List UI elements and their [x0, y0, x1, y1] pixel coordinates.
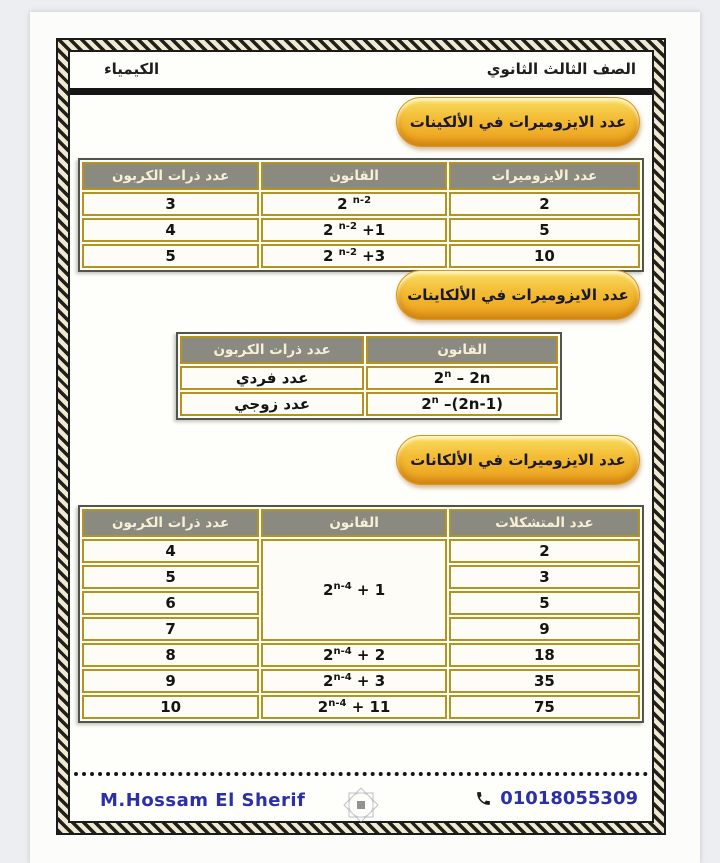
carbons-cell: 9: [82, 669, 259, 693]
law-cell: 2$^{n-4}$ + 2: [261, 643, 447, 667]
stamp-ornament-icon: [340, 784, 382, 830]
table-row: [82, 695, 640, 719]
law-cell: 2 $^{n-2}$: [261, 192, 447, 216]
banner-alkynes-label: عدد الايزوميرات في الألكاينات: [407, 286, 629, 304]
law-cell: 2 $^{n-2}$ +1: [261, 218, 447, 242]
page-content-area: [68, 50, 654, 823]
col-carbons: عدد ذرات الكربون: [180, 336, 364, 364]
table-row: [82, 539, 640, 563]
carbons-cell: 6: [82, 591, 259, 615]
alkenes-header-row: [82, 162, 640, 190]
isomers-cell: 10: [449, 244, 640, 268]
col-carbons: عدد ذرات الكربون: [82, 162, 259, 190]
subject-title: الكيمياء: [104, 60, 160, 78]
carbons-cell: 4: [82, 539, 259, 563]
col-law: القانون: [366, 336, 558, 364]
isomers-cell: 75: [449, 695, 640, 719]
alkanes-table: [78, 505, 644, 723]
table-row: [180, 366, 558, 390]
col-law: القانون: [261, 509, 447, 537]
isomers-cell: 2: [449, 192, 640, 216]
law-cell: 2$^{n-4}$ + 3: [261, 669, 447, 693]
law-cell: 2 $^{n-2}$ +3: [261, 244, 447, 268]
col-isomers: عدد المتشكلات: [449, 509, 640, 537]
carbons-cell: عدد فردي: [180, 366, 364, 390]
alkynes-table: [176, 332, 562, 420]
decorative-frame: [56, 38, 666, 835]
banner-alkenes: [396, 97, 640, 147]
law-cell: 2$^n$ –(2n-1): [366, 392, 558, 416]
isomers-cell: 5: [449, 591, 640, 615]
document-sheet: [30, 12, 700, 863]
table-row: [82, 192, 640, 216]
law-cell: 2$^n$ – 2n: [366, 366, 558, 390]
carbons-cell: عدد زوجي: [180, 392, 364, 416]
table-row: [180, 392, 558, 416]
table-row: [82, 669, 640, 693]
carbons-cell: 3: [82, 192, 259, 216]
isomers-cell: 2: [449, 539, 640, 563]
isomers-cell: 9: [449, 617, 640, 641]
footer: [70, 784, 652, 822]
carbons-cell: 4: [82, 218, 259, 242]
carbons-cell: 10: [82, 695, 259, 719]
banner-alkenes-label: عدد الايزوميرات في الألكينات: [409, 113, 627, 131]
carbons-cell: 7: [82, 617, 259, 641]
table-row: [82, 218, 640, 242]
law-cell-merged: 2$^{n-4}$ + 1: [261, 539, 447, 641]
alkenes-table: [78, 158, 644, 272]
isomers-cell: 5: [449, 218, 640, 242]
phone-contact: [475, 788, 638, 809]
phone-number: 01018055309: [500, 788, 638, 809]
author-name: M.Hossam El Sherif: [100, 790, 306, 811]
grade-title: الصف الثالث الثانوي: [486, 60, 636, 78]
col-carbons: عدد ذرات الكربون: [82, 509, 259, 537]
isomers-cell: 18: [449, 643, 640, 667]
header-divider: [70, 88, 652, 95]
alkynes-header-row: [180, 336, 558, 364]
frame-rope-pattern: [58, 40, 664, 833]
isomers-cell: 3: [449, 565, 640, 589]
law-cell: 2$^{n-4}$ + 11: [261, 695, 447, 719]
banner-alkanes-label: عدد الايزوميرات في الألكانات: [410, 451, 626, 469]
table-row: [82, 643, 640, 667]
col-law: القانون: [261, 162, 447, 190]
alkanes-header-row: [82, 509, 640, 537]
telephone-icon: [475, 790, 492, 807]
table-row: [82, 244, 640, 268]
banner-alkanes: [396, 435, 640, 485]
carbons-cell: 5: [82, 565, 259, 589]
carbons-cell: 8: [82, 643, 259, 667]
isomers-cell: 35: [449, 669, 640, 693]
carbons-cell: 5: [82, 244, 259, 268]
banner-alkynes: [396, 270, 640, 320]
footer-divider: [74, 772, 648, 776]
col-isomers: عدد الايزوميرات: [449, 162, 640, 190]
